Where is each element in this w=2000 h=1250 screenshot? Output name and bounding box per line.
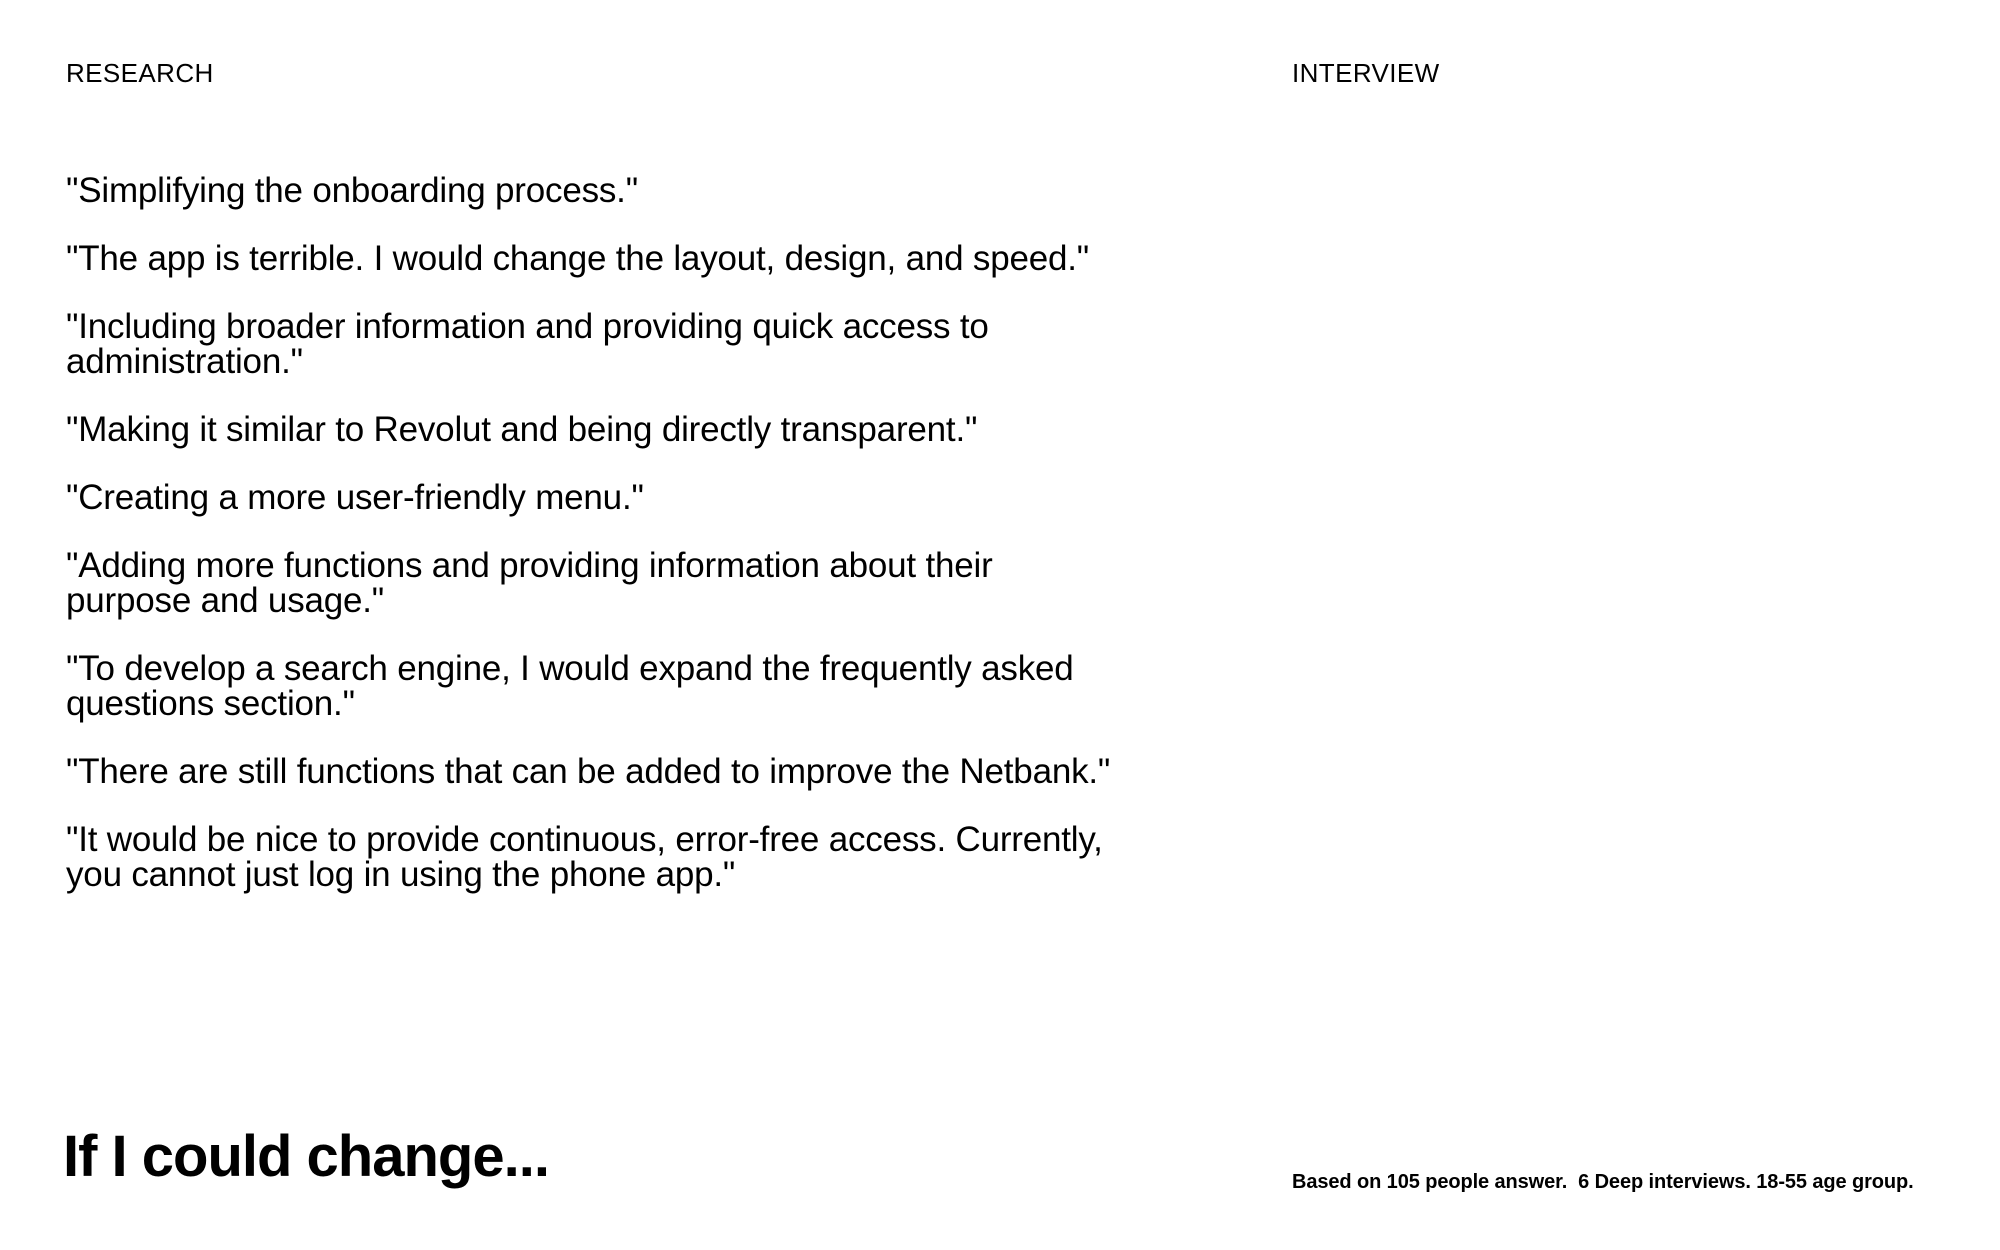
quote-line: "The app is terrible. I would change the layout, design, and speed." — [66, 239, 1090, 278]
slide-title: If I could change... — [63, 1124, 549, 1189]
interview-label: INTERVIEW — [1292, 58, 1440, 88]
quote-item — [66, 241, 1366, 276]
quote-item — [66, 651, 1366, 721]
quote-item — [66, 754, 1366, 789]
quote-line: "To develop a search engine, I would expand the frequently asked — [66, 649, 1074, 688]
quote-item — [66, 309, 1366, 379]
quote-item — [66, 412, 1366, 447]
quote-line: administration." — [66, 342, 303, 381]
research-label: RESEARCH — [66, 58, 214, 88]
quote-line: "It would be nice to provide continuous, error-free access. Currently, — [66, 820, 1103, 859]
quote-line: "Simplifying the onboarding process." — [66, 171, 638, 210]
quote-line: "Including broader information and providing quick access to — [66, 307, 989, 346]
quote-line: questions section." — [66, 684, 355, 723]
quote-line: "Creating a more user-friendly menu." — [66, 478, 644, 517]
quote-item — [66, 173, 1366, 208]
quotes-list — [66, 173, 1366, 925]
methodology-note: Based on 105 people answer. 6 Deep interviews. 18-55 age group. — [1292, 1171, 1914, 1193]
quote-item — [66, 548, 1366, 618]
quote-line: "Adding more functions and providing information about their — [66, 546, 993, 585]
quote-item — [66, 480, 1366, 515]
quote-line: "Making it similar to Revolut and being directly transparent." — [66, 410, 978, 449]
quote-line: "There are still functions that can be added to improve the Netbank." — [66, 752, 1111, 791]
quote-line: purpose and usage." — [66, 581, 385, 620]
quote-line: you cannot just log in using the phone app." — [66, 855, 736, 894]
quote-item — [66, 822, 1366, 892]
